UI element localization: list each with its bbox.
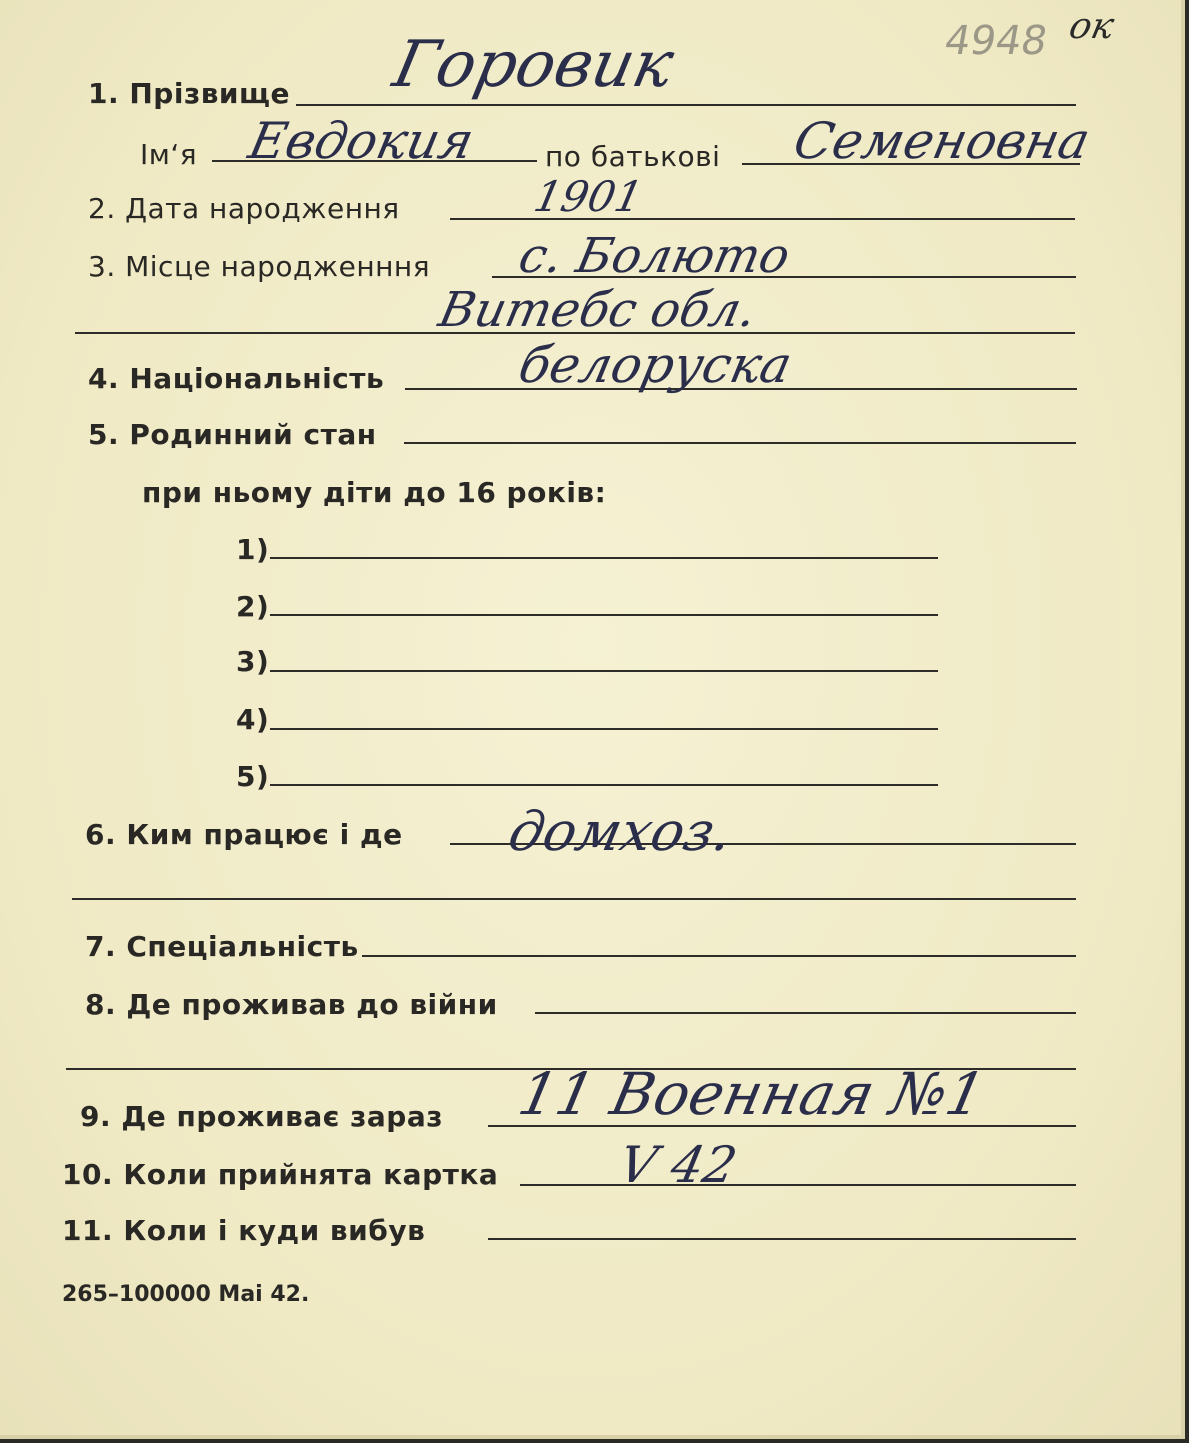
name-value: Евдокия bbox=[243, 112, 479, 170]
marital-status-line bbox=[404, 442, 1076, 444]
child-4-line bbox=[270, 728, 938, 730]
child-5-line bbox=[270, 784, 938, 786]
surname-value: Горовик bbox=[387, 28, 680, 102]
name-label: Ім‘я bbox=[140, 138, 198, 171]
child-1-label: 1) bbox=[236, 533, 270, 566]
card-accepted-line bbox=[520, 1184, 1076, 1186]
child-1-line bbox=[270, 557, 938, 559]
print-info: 265–100000 Mai 42. bbox=[62, 1282, 310, 1307]
birth-place-value-2: Витебс обл. bbox=[434, 282, 762, 338]
occupation-value: домхоз. bbox=[503, 800, 738, 863]
marital-status-label: 5. Родинний стан bbox=[88, 418, 377, 451]
child-2-label: 2) bbox=[236, 590, 270, 623]
current-residence-value: 11 Военная №1 bbox=[512, 1060, 991, 1128]
occupation-label: 6. Ким працює і де bbox=[85, 818, 403, 851]
card-accepted-value: V 42 bbox=[613, 1136, 742, 1194]
archive-number: 4948 bbox=[940, 18, 1051, 64]
birth-place-value: с. Болюто bbox=[514, 228, 795, 284]
child-3-line bbox=[270, 670, 938, 672]
nationality-value: белоруска bbox=[513, 336, 797, 394]
current-residence-label: 9. Де проживає зараз bbox=[80, 1100, 443, 1133]
card-accepted-label: 10. Коли прийнята картка bbox=[62, 1158, 499, 1191]
birth-date-value: 1901 bbox=[529, 172, 648, 221]
child-3-label: 3) bbox=[236, 645, 270, 678]
child-5-label: 5) bbox=[236, 760, 270, 793]
child-2-line bbox=[270, 614, 938, 616]
prewar-residence-line bbox=[535, 1012, 1076, 1014]
surname-line bbox=[296, 104, 1076, 106]
child-4-label: 4) bbox=[236, 703, 270, 736]
speciality-label: 7. Спеціальність bbox=[85, 930, 359, 963]
departure-label: 11. Коли і куди вибув bbox=[62, 1214, 426, 1247]
surname-label: 1. Прізвище bbox=[88, 77, 290, 110]
patronymic-label: по батькові bbox=[545, 140, 721, 173]
occupation-line-2 bbox=[72, 898, 1076, 900]
corner-mark: ок bbox=[1065, 6, 1118, 47]
speciality-line bbox=[362, 955, 1076, 957]
nationality-label: 4. Національність bbox=[88, 362, 385, 395]
departure-line bbox=[488, 1238, 1076, 1240]
prewar-residence-label: 8. Де проживав до війни bbox=[85, 988, 498, 1021]
children-header: при ньому діти до 16 років: bbox=[142, 476, 607, 509]
birth-place-label: 3. Місце народженння bbox=[88, 250, 431, 283]
patronymic-value: Семеновна bbox=[788, 112, 1095, 170]
birth-date-label: 2. Дата народження bbox=[88, 192, 400, 225]
